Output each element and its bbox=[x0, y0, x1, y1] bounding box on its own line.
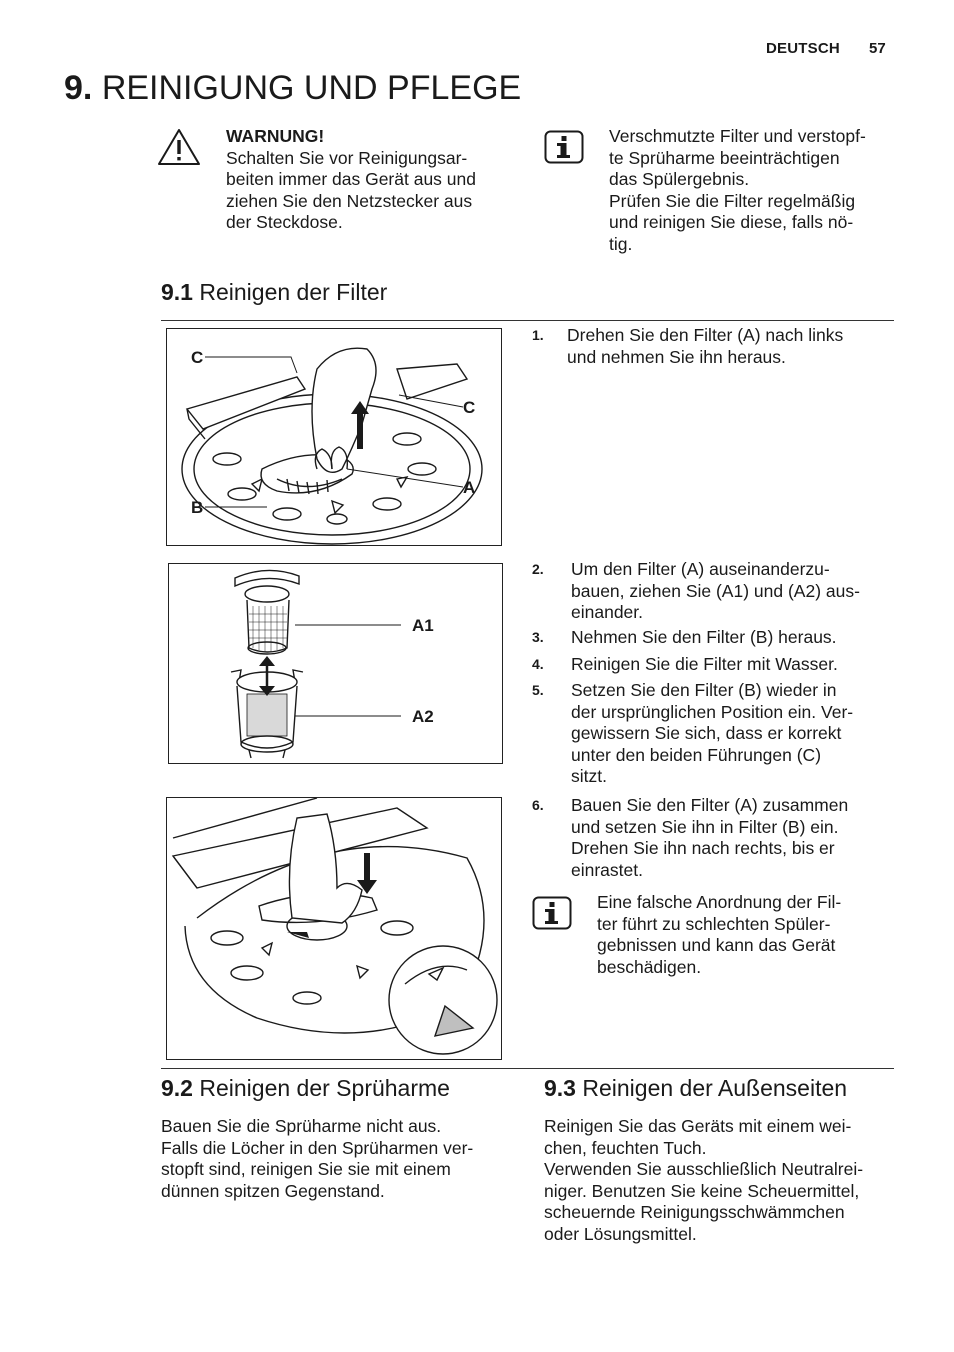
step-line: der ursprünglichen Position ein. Ver- bbox=[571, 701, 854, 722]
warning-line: beiten immer das Gerät aus und bbox=[226, 169, 476, 189]
step-text bbox=[571, 680, 853, 788]
body-line: chen, feuchten Tuch. bbox=[544, 1137, 707, 1158]
info-icon bbox=[532, 896, 572, 930]
info-line: beschädigen. bbox=[597, 956, 702, 977]
section-number: 9.2 bbox=[161, 1075, 193, 1101]
info-icon bbox=[544, 130, 584, 164]
label-a2: A2 bbox=[412, 707, 434, 726]
section-divider bbox=[161, 1068, 894, 1069]
step-line: gewissern Sie sich, dass er korrekt bbox=[571, 723, 842, 743]
step-line: und setzen Sie ihn in Filter (B) ein. bbox=[571, 816, 839, 837]
step-line: unter den beiden Führungen (C) bbox=[571, 744, 822, 765]
info-line: Prüfen Sie die Filter regelmäßig bbox=[609, 190, 856, 211]
filter-parts-illustration bbox=[169, 564, 502, 763]
info-block-top bbox=[609, 126, 909, 255]
section-number: 9.3 bbox=[544, 1075, 576, 1101]
label-b: B bbox=[191, 498, 204, 517]
info-block-bottom bbox=[597, 892, 887, 978]
step-line: bauen, ziehen Sie (A1) und (A2) aus- bbox=[571, 580, 860, 601]
warning-line: ziehen Sie den Netzstecker aus bbox=[226, 190, 473, 211]
info-line: ter führt zu schlechten Spüler- bbox=[597, 913, 831, 934]
info-line: gebnissen und kann das Gerät bbox=[597, 935, 836, 955]
body-line: oder Lösungsmittel. bbox=[544, 1223, 697, 1244]
warning-line: Schalten Sie vor Reinigungsar- bbox=[226, 147, 468, 168]
step-line: Drehen Sie den Filter (A) nach links bbox=[567, 325, 844, 345]
body-line: Bauen Sie die Sprüharme nicht aus. bbox=[161, 1116, 442, 1136]
info-line: das Spülergebnis. bbox=[609, 169, 750, 189]
warning-block bbox=[226, 126, 516, 234]
step-line: einander. bbox=[571, 602, 644, 622]
body-line: niger. Benutzen Sie keine Scheuermittel, bbox=[544, 1180, 860, 1201]
header-language: DEUTSCH bbox=[766, 40, 840, 57]
label-a: A bbox=[463, 478, 476, 497]
step-text bbox=[571, 654, 838, 676]
body-line: Reinigen Sie das Geräts mit einem wei- bbox=[544, 1116, 852, 1136]
step-line: Setzen Sie den Filter (B) wieder in bbox=[571, 680, 837, 700]
info-line: und reinigen Sie diese, falls nö- bbox=[609, 212, 854, 232]
figure-filter-parts bbox=[168, 563, 503, 764]
info-line: Eine falsche Anordnung der Fil- bbox=[597, 892, 842, 912]
section-9-3-heading bbox=[544, 1074, 847, 1102]
section-9-2-heading bbox=[161, 1074, 450, 1102]
section-title: Reinigen der Sprüharme bbox=[199, 1075, 450, 1101]
figure-filter-installation bbox=[166, 797, 502, 1060]
step-number: 4. bbox=[532, 656, 544, 672]
info-line: Verschmutzte Filter und verstopf- bbox=[609, 126, 866, 146]
step-text bbox=[571, 795, 848, 881]
step-number: 1. bbox=[532, 327, 544, 343]
step-text bbox=[571, 627, 837, 649]
warning-line: der Steckdose. bbox=[226, 212, 343, 232]
step-text bbox=[567, 325, 843, 368]
step-number: 3. bbox=[532, 629, 544, 645]
body-line: dünnen spitzen Gegenstand. bbox=[161, 1180, 385, 1201]
label-a1: A1 bbox=[412, 616, 434, 635]
step-line: Um den Filter (A) auseinanderzu- bbox=[571, 559, 830, 579]
filter-installation-illustration bbox=[167, 798, 501, 1059]
body-line: scheuernde Reinigungsschwämmchen bbox=[544, 1202, 845, 1222]
warning-triangle-icon bbox=[157, 128, 201, 166]
warning-title: WARNUNG! bbox=[226, 126, 325, 146]
body-line: Falls die Löcher in den Sprüharmen ver- bbox=[161, 1137, 474, 1158]
step-line: Nehmen Sie den Filter (B) heraus. bbox=[571, 627, 837, 647]
chapter-title bbox=[64, 68, 521, 108]
section-title: Reinigen der Filter bbox=[199, 279, 388, 305]
step-number: 5. bbox=[532, 682, 544, 698]
label-c: C bbox=[463, 398, 476, 417]
body-line: stopft sind, reinigen Sie sie mit einem bbox=[161, 1159, 451, 1179]
step-line: Drehen Sie ihn nach rechts, bis er bbox=[571, 838, 835, 858]
step-number: 6. bbox=[532, 797, 544, 813]
filter-removal-illustration bbox=[167, 329, 501, 545]
chapter-number: 9. bbox=[64, 69, 93, 107]
step-line: und nehmen Sie ihn heraus. bbox=[567, 346, 786, 367]
chapter-title-text: REINIGUNG UND PFLEGE bbox=[101, 69, 522, 107]
step-line: Reinigen Sie die Filter mit Wasser. bbox=[571, 654, 838, 674]
section-9-2-body bbox=[161, 1116, 521, 1202]
section-title: Reinigen der Außenseiten bbox=[582, 1075, 848, 1101]
section-9-3-body bbox=[544, 1116, 904, 1245]
info-line: te Sprüharme beeinträchtigen bbox=[609, 147, 840, 168]
label-c: C bbox=[191, 348, 204, 367]
step-line: einrastet. bbox=[571, 859, 643, 880]
section-number: 9.1 bbox=[161, 279, 193, 305]
info-line: tig. bbox=[609, 233, 633, 254]
page-number: 57 bbox=[869, 40, 886, 57]
body-line: Verwenden Sie ausschließlich Neutralrei- bbox=[544, 1159, 864, 1179]
step-number: 2. bbox=[532, 561, 544, 577]
step-text bbox=[571, 559, 860, 624]
up-arrow-icon bbox=[259, 656, 275, 666]
step-line: sitzt. bbox=[571, 766, 607, 786]
step-line: Bauen Sie den Filter (A) zusammen bbox=[571, 795, 849, 815]
section-divider bbox=[161, 320, 894, 321]
section-9-1-heading bbox=[161, 278, 387, 306]
figure-filter-removal bbox=[166, 328, 502, 546]
